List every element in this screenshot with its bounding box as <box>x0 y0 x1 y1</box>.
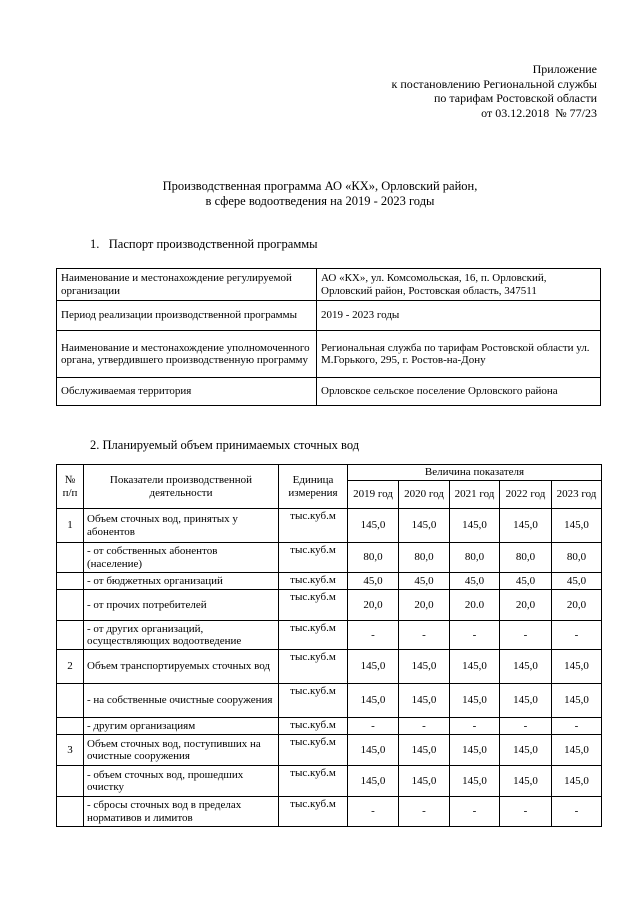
row-value: 145,0 <box>552 766 602 797</box>
row-value: - <box>399 718 450 735</box>
table-row <box>57 269 601 301</box>
row-number <box>57 590 84 621</box>
row-value: - <box>552 621 602 650</box>
row-value: 45,0 <box>399 573 450 590</box>
title-line-1: Производственная программа АО «КХ», Орловский район, <box>162 179 478 193</box>
row-unit: тыс.куб.м <box>279 621 348 650</box>
row-value: 145,0 <box>399 509 450 543</box>
row-number <box>57 797 84 827</box>
row-value: 45,0 <box>450 573 500 590</box>
row-value: 145,0 <box>500 684 552 718</box>
row-value: 145,0 <box>500 509 552 543</box>
row-value: 80,0 <box>450 543 500 573</box>
row-number <box>57 718 84 735</box>
row-value: 145,0 <box>450 509 500 543</box>
row-indicator: - другим организациям <box>84 718 279 735</box>
row-value: 145,0 <box>399 650 450 684</box>
row-unit: тыс.куб.м <box>279 590 348 621</box>
row-unit: тыс.куб.м <box>279 573 348 590</box>
row-value: 145,0 <box>500 650 552 684</box>
year-header: 2022 год <box>500 481 552 509</box>
row-value: - <box>500 797 552 827</box>
row-indicator: - от других организаций, осуществляющих водоотведение <box>84 621 279 650</box>
passport-value: АО «КХ», ул. Комсомольская, 16, п. Орловский, Орловский район, Ростовская область, 347511 <box>317 269 601 301</box>
passport-label: Период реализации производственной программы <box>57 301 317 331</box>
section-1-heading: 1. Паспорт производственной программы <box>90 237 318 251</box>
row-value: - <box>399 621 450 650</box>
document-title <box>0 179 640 209</box>
year-header: 2021 год <box>450 481 500 509</box>
row-value: 20,0 <box>500 590 552 621</box>
table-row <box>57 590 602 621</box>
table-row <box>57 797 602 827</box>
row-value: 20,0 <box>399 590 450 621</box>
row-value: - <box>450 718 500 735</box>
year-header: 2019 год <box>348 481 399 509</box>
row-unit: тыс.куб.м <box>279 509 348 543</box>
table-row <box>57 621 602 650</box>
row-number <box>57 573 84 590</box>
row-value: 80,0 <box>500 543 552 573</box>
row-value: - <box>348 797 399 827</box>
appendix-header <box>392 62 597 120</box>
row-value: 145,0 <box>348 684 399 718</box>
row-value: 45,0 <box>348 573 399 590</box>
passport-table <box>56 268 601 406</box>
row-indicator: - объем сточных вод, прошедших очистку <box>84 766 279 797</box>
table-row <box>57 331 601 378</box>
row-value: - <box>450 621 500 650</box>
row-value: 20.0 <box>450 590 500 621</box>
appendix-line-3: по тарифам Ростовской области <box>433 91 597 105</box>
row-value: - <box>552 718 602 735</box>
row-unit: тыс.куб.м <box>279 797 348 827</box>
volumes-table <box>56 464 602 827</box>
row-value: 145,0 <box>552 735 602 766</box>
row-indicator: - от бюджетных организаций <box>84 573 279 590</box>
table-row <box>57 573 602 590</box>
row-unit: тыс.куб.м <box>279 735 348 766</box>
row-value: 145,0 <box>399 684 450 718</box>
row-number: 2 <box>57 650 84 684</box>
row-value: - <box>552 797 602 827</box>
row-value: - <box>348 718 399 735</box>
row-value: 20,0 <box>348 590 399 621</box>
passport-value: Региональная служба по тарифам Ростовской области ул. М.Горького, 295, г. Ростов-на-Дону <box>317 331 601 378</box>
row-number: 1 <box>57 509 84 543</box>
row-value: - <box>500 718 552 735</box>
table-row <box>57 650 602 684</box>
table-row <box>57 378 601 406</box>
row-number <box>57 684 84 718</box>
row-indicator: - от прочих потребителей <box>84 590 279 621</box>
row-indicator: Объем сточных вод, принятых у абонентов <box>84 509 279 543</box>
row-value: 145,0 <box>348 650 399 684</box>
table-row <box>57 543 602 573</box>
passport-label: Наименование и местонахождение регулируемой организации <box>57 269 317 301</box>
row-number <box>57 766 84 797</box>
title-line-2: в сфере водоотведения на 2019 - 2023 годы <box>205 194 435 208</box>
row-value: 145,0 <box>348 509 399 543</box>
table-row <box>57 718 602 735</box>
table-row <box>57 301 601 331</box>
row-unit: тыс.куб.м <box>279 718 348 735</box>
passport-value: 2019 - 2023 годы <box>317 301 601 331</box>
row-unit: тыс.куб.м <box>279 650 348 684</box>
row-indicator: - сбросы сточных вод в пределах нормативов и лимитов <box>84 797 279 827</box>
row-value: 145,0 <box>552 684 602 718</box>
row-value: 145,0 <box>348 735 399 766</box>
row-value: 145,0 <box>552 509 602 543</box>
row-value: 145,0 <box>552 650 602 684</box>
row-unit: тыс.куб.м <box>279 543 348 573</box>
appendix-line-2: к постановлению Региональной службы <box>391 76 597 91</box>
row-value: 80,0 <box>348 543 399 573</box>
row-unit: тыс.куб.м <box>279 766 348 797</box>
row-value: 80,0 <box>552 543 602 573</box>
year-header: 2023 год <box>552 481 602 509</box>
col-unit-header: Единица измерения <box>279 465 348 509</box>
row-value: 145,0 <box>399 766 450 797</box>
row-number <box>57 543 84 573</box>
row-value: 145,0 <box>500 766 552 797</box>
row-value: - <box>348 621 399 650</box>
row-value: - <box>500 621 552 650</box>
table-row <box>57 735 602 766</box>
col-num-header: № п/п <box>57 465 84 509</box>
row-number <box>57 621 84 650</box>
row-value: 45,0 <box>500 573 552 590</box>
row-value: - <box>399 797 450 827</box>
row-indicator: - на собственные очистные сооружения <box>84 684 279 718</box>
table-row <box>57 509 602 543</box>
row-value: 145,0 <box>450 735 500 766</box>
row-indicator: Объем транспортируемых сточных вод <box>84 650 279 684</box>
section-2-heading: 2. Планируемый объем принимаемых сточных вод <box>90 438 360 452</box>
row-indicator: Объем сточных вод, поступивших на очистные сооружения <box>84 735 279 766</box>
passport-value: Орловское сельское поселение Орловского района <box>317 378 601 406</box>
row-value: 20,0 <box>552 590 602 621</box>
row-value: 145,0 <box>500 735 552 766</box>
row-value: 80,0 <box>399 543 450 573</box>
row-number: 3 <box>57 735 84 766</box>
appendix-line-4: от 03.12.2018 № 77/23 <box>481 105 597 120</box>
passport-label: Наименование и местонахождение уполномоченного органа, утвердившего производственную программу <box>57 331 317 378</box>
col-value-group-header: Величина показателя <box>348 465 602 481</box>
row-value: 145,0 <box>450 766 500 797</box>
passport-label: Обслуживаемая территория <box>57 378 317 406</box>
row-unit: тыс.куб.м <box>279 684 348 718</box>
table-row <box>57 684 602 718</box>
table-row <box>57 766 602 797</box>
row-value: 145,0 <box>399 735 450 766</box>
row-value: - <box>450 797 500 827</box>
col-indicator-header: Показатели производственной деятельности <box>84 465 279 509</box>
row-value: 145,0 <box>450 650 500 684</box>
year-header: 2020 год <box>399 481 450 509</box>
row-value: 45,0 <box>552 573 602 590</box>
row-value: 145,0 <box>450 684 500 718</box>
row-indicator: - от собственных абонентов (население) <box>84 543 279 573</box>
appendix-line-1: Приложение <box>532 62 597 76</box>
row-value: 145,0 <box>348 766 399 797</box>
